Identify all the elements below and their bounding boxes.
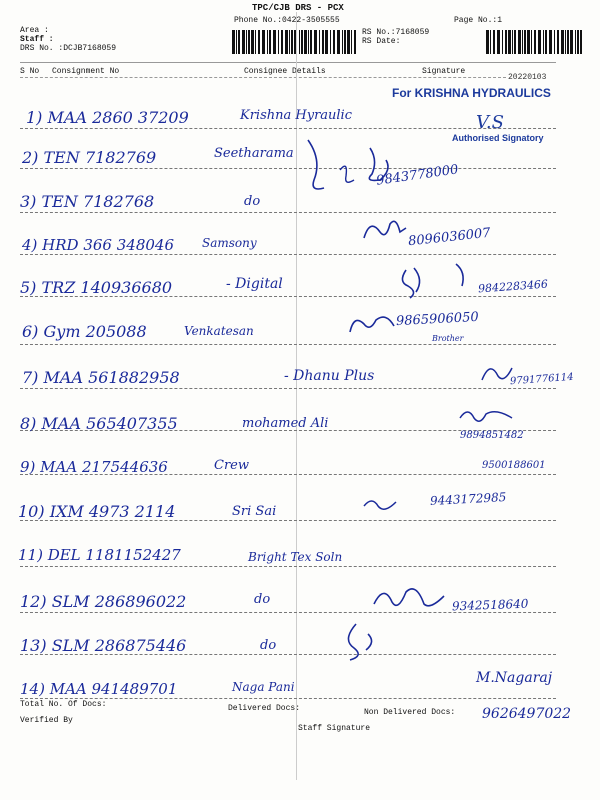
row-5-name: - Digital xyxy=(226,276,283,292)
barcode-bar xyxy=(527,30,530,54)
rs-number: RS No.:7168059 xyxy=(362,28,430,37)
signature-row-8 xyxy=(456,404,516,428)
barcode-bar xyxy=(267,30,268,54)
row-13-name: do xyxy=(260,638,277,653)
signature-row-13 xyxy=(340,620,380,664)
row-6-phone: 9865906050 xyxy=(395,309,480,330)
barcode-bar xyxy=(493,30,495,54)
barcode-bar xyxy=(508,30,511,54)
barcode-bar xyxy=(522,30,523,54)
barcode-bar xyxy=(580,30,582,54)
row-4-entry: 4) HRD 366 348046 xyxy=(22,236,174,254)
barcode-bar xyxy=(577,30,579,54)
signature-row-12 xyxy=(370,580,450,616)
row-8-entry: 8) MAA 565407355 xyxy=(20,414,178,433)
barcode-bar xyxy=(514,30,516,54)
row-rule xyxy=(20,566,556,567)
barcode-bar xyxy=(325,30,328,54)
row-12-phone: 9342518640 xyxy=(451,596,529,614)
barcode-bar xyxy=(531,30,532,54)
barcode-bar xyxy=(575,30,576,54)
barcode-bar xyxy=(347,30,350,54)
barcode-bar xyxy=(330,30,331,54)
row-rule xyxy=(20,344,556,345)
row-rule xyxy=(20,698,556,699)
row-rule xyxy=(20,254,556,255)
delivered-docs: Delivered Docs: xyxy=(228,704,301,713)
barcode-bar xyxy=(291,30,293,54)
row-1-name: Krishna Hyraulic xyxy=(240,108,352,123)
row-12-name: do xyxy=(254,592,271,607)
row-14-signer: M.Nagaraj xyxy=(476,670,553,686)
authorised-signatory: Authorised Signatory xyxy=(452,133,544,143)
barcode-bar xyxy=(354,30,356,54)
row-7-name: - Dhanu Plus xyxy=(284,368,375,384)
barcode-bar xyxy=(565,30,566,54)
row-14-name: Naga Pani xyxy=(232,680,295,694)
barcode-bar xyxy=(319,30,320,54)
barcode-bar xyxy=(314,30,317,54)
barcode-bar xyxy=(248,30,250,54)
row-14-phone: 9626497022 xyxy=(482,706,572,722)
barcode-bar xyxy=(273,30,276,54)
drs-number: DRS No. :DCJB7168059 xyxy=(20,44,117,53)
row-10-phone: 9443172985 xyxy=(429,490,507,508)
barcode-bar xyxy=(251,30,254,54)
col-s-no: S No xyxy=(20,67,40,76)
row-rule xyxy=(20,128,556,129)
barcode-bar xyxy=(497,30,500,54)
row-4-name: Samsony xyxy=(202,236,257,250)
signature-row-6 xyxy=(346,312,398,340)
col-signature: Signature xyxy=(422,67,466,76)
non-delivered-docs: Non Delivered Docs: xyxy=(364,708,456,717)
row-6-entry: 6) Gym 205088 xyxy=(22,322,147,341)
barcode-bar xyxy=(232,30,235,54)
row-6-name: Venkatesan xyxy=(184,324,254,338)
barcode-bar xyxy=(538,30,541,54)
row-rule xyxy=(20,212,556,213)
row-8-phone: 9894851482 xyxy=(460,430,524,441)
row-1-entry: 1) MAA 2860 37209 xyxy=(26,108,189,127)
barcode-bar xyxy=(322,30,324,54)
phone-number: Phone No.:0422-3505555 xyxy=(234,16,340,25)
barcode-bar xyxy=(255,30,256,54)
barcode-bar xyxy=(242,30,245,54)
row-11-name: Bright Tex Soln xyxy=(248,550,343,564)
barcode-bar xyxy=(299,30,300,54)
barcode-bar xyxy=(351,30,352,54)
barcode-bar xyxy=(246,30,247,54)
barcode-bar xyxy=(301,30,303,54)
barcode-bar xyxy=(512,30,513,54)
date-stamp: 20220103 xyxy=(508,73,547,82)
header-rule-2 xyxy=(20,77,506,78)
row-9-entry: 9) MAA 217544636 xyxy=(20,458,168,476)
area-label: Area : xyxy=(20,26,49,35)
barcode-bar xyxy=(505,30,507,54)
barcode-bar xyxy=(281,30,283,54)
doc-title: TPC/CJB DRS - PCX xyxy=(252,3,344,13)
barcode-bar xyxy=(308,30,309,54)
barcode-bar xyxy=(238,30,240,54)
barcode-bar xyxy=(567,30,569,54)
row-5-entry: 5) TRZ 140936680 xyxy=(20,278,173,297)
signature-row-5 xyxy=(396,262,476,302)
barcode-bar xyxy=(554,30,555,54)
company-stamp: For KRISHNA HYDRAULICS xyxy=(392,86,551,100)
row-8-name: mohamed Ali xyxy=(242,416,329,431)
barcode-bar xyxy=(262,30,265,54)
barcode-bar xyxy=(545,30,547,54)
rs-date: RS Date: xyxy=(362,37,401,46)
col-consignment: Consignment No xyxy=(52,67,120,76)
row-2-phone: 9843778000 xyxy=(375,162,460,189)
barcode-bar xyxy=(258,30,260,54)
row-7-phone: 9791776114 xyxy=(509,371,574,388)
signature-row-2 xyxy=(300,130,410,210)
barcode-right xyxy=(486,30,582,54)
barcode-bar xyxy=(486,30,489,54)
signature-row-4 xyxy=(360,214,410,248)
signature-row-7 xyxy=(480,358,516,386)
barcode-left xyxy=(232,30,356,54)
row-2-entry: 2) TEN 7182769 xyxy=(22,148,157,167)
barcode-bar xyxy=(534,30,536,54)
row-12-entry: 12) SLM 286896022 xyxy=(20,592,187,611)
row-rule xyxy=(20,388,556,389)
stamp-initial: V.S xyxy=(476,112,504,133)
row-10-name: Sri Sai xyxy=(232,504,277,519)
barcode-bar xyxy=(278,30,279,54)
barcode-bar xyxy=(337,30,340,54)
barcode-bar xyxy=(333,30,335,54)
page-number: Page No.:1 xyxy=(454,16,503,25)
barcode-bar xyxy=(557,30,559,54)
barcode-bar xyxy=(561,30,564,54)
barcode-bar xyxy=(518,30,521,54)
barcode-bar xyxy=(342,30,343,54)
total-docs: Total No. Of Docs: xyxy=(20,700,107,709)
barcode-bar xyxy=(269,30,271,54)
row-9-phone: 9500188601 xyxy=(482,460,546,471)
row-3-name: do xyxy=(244,194,261,209)
barcode-bar xyxy=(304,30,307,54)
barcode-bar xyxy=(289,30,290,54)
row-5-phone: 9842283466 xyxy=(477,277,549,296)
row-4-phone: 8096036007 xyxy=(407,225,492,250)
barcode-bar xyxy=(549,30,552,54)
row-6-relation: Brother xyxy=(432,334,464,343)
signature-row-10 xyxy=(360,494,400,516)
row-7-entry: 7) MAA 561882958 xyxy=(22,368,180,387)
barcode-bar xyxy=(236,30,237,54)
row-10-entry: 10) IXM 4973 2114 xyxy=(18,502,176,521)
barcode-bar xyxy=(310,30,312,54)
barcode-bar xyxy=(285,30,288,54)
row-14-entry: 14) MAA 941489701 xyxy=(20,680,178,698)
staff-label: Staff : xyxy=(20,35,54,44)
barcode-bar xyxy=(502,30,503,54)
row-rule xyxy=(20,168,556,169)
col-consignee: Consignee Details xyxy=(244,67,326,76)
barcode-bar xyxy=(570,30,573,54)
row-3-entry: 3) TEN 7182768 xyxy=(20,192,155,211)
row-13-entry: 13) SLM 286875446 xyxy=(20,636,187,655)
barcode-bar xyxy=(524,30,526,54)
row-11-entry: 11) DEL 1181152427 xyxy=(18,546,181,564)
row-2-name: Seetharama xyxy=(214,146,294,161)
barcode-bar xyxy=(543,30,544,54)
row-9-name: Crew xyxy=(214,458,249,473)
staff-signature: Staff Signature xyxy=(298,724,371,733)
barcode-bar xyxy=(490,30,491,54)
barcode-bar xyxy=(344,30,346,54)
header-rule xyxy=(20,62,556,63)
verified-by: Verified By xyxy=(20,716,73,725)
